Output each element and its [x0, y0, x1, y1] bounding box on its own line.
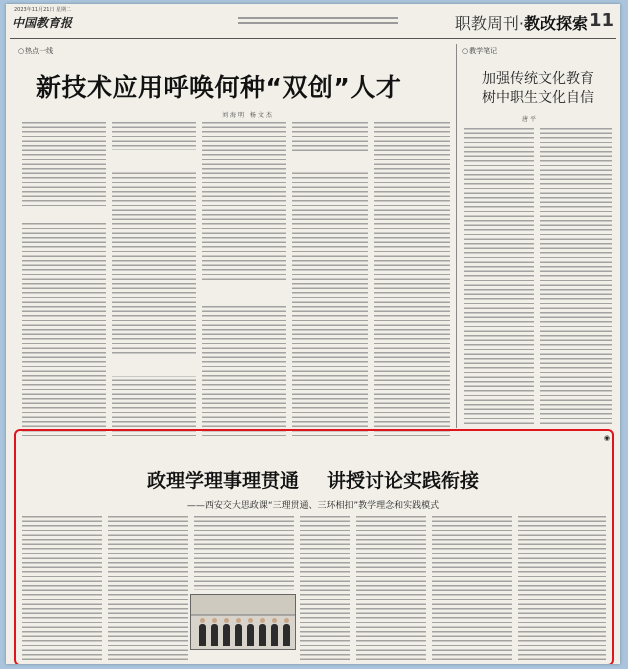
featured-column-6 [432, 516, 512, 660]
featured-column-2 [108, 516, 188, 660]
person-figure [271, 624, 278, 646]
right-article-tag: ○ 教学笔记 [462, 46, 497, 56]
left-article-byline: 刘海明 杨文杰 [222, 112, 274, 119]
subheading-block [202, 282, 286, 304]
left-article-column-1 [22, 122, 106, 436]
section-prefix: 职教周刊· [454, 14, 524, 33]
person-figure [235, 624, 242, 646]
group-photo [190, 594, 296, 650]
right-article-byline: 唐平 [522, 116, 539, 123]
featured-title-part-1: 政理学理事理贯通 [146, 470, 299, 492]
right-article-title [464, 70, 612, 108]
newspaper-page [6, 4, 620, 664]
featured-column-5 [356, 516, 426, 660]
section-name: 教改探索 [523, 14, 588, 33]
featured-article-title [6, 466, 620, 493]
masthead-contact-info [238, 14, 398, 30]
section-title [455, 11, 588, 34]
person-figure [223, 624, 230, 646]
person-figure [247, 624, 254, 646]
subheading-block [112, 150, 196, 172]
left-article-headline: 新技术应用呼唤何种“双创”人才 [36, 73, 402, 102]
corner-mark-icon: ◉ [603, 434, 610, 442]
person-figure [211, 624, 218, 646]
left-article-column-5 [374, 122, 450, 436]
featured-title-part-2: 讲授讨论实践衔接 [327, 470, 480, 492]
subheading-block [112, 354, 196, 376]
featured-column-3 [194, 516, 294, 590]
masthead-rule [10, 38, 616, 39]
column-divider [456, 44, 457, 428]
person-figure [259, 624, 266, 646]
newspaper-logo: 中国教育报 [12, 16, 73, 30]
featured-column-1 [22, 516, 102, 660]
featured-article-subtitle: ——西安交大思政课“三理贯通、三环相扣”教学理念和实践模式 [186, 501, 440, 511]
featured-column-4 [300, 516, 350, 660]
right-article-column-1 [464, 128, 534, 424]
masthead-date: 2023年11月21日 星期二 [14, 7, 72, 13]
subheading-block [22, 208, 106, 222]
left-article-tag: ○ 热点一线 [18, 46, 53, 56]
left-article-column-3 [202, 122, 286, 436]
person-figure [199, 624, 206, 646]
person-figure [283, 624, 290, 646]
right-article-title-line-2: 树中职生文化自信 [482, 90, 594, 106]
masthead [6, 4, 620, 40]
featured-column-7 [518, 516, 606, 660]
page-number: 11 [588, 10, 614, 31]
right-article-title-line-1: 加强传统文化教育 [482, 71, 594, 87]
subheading-block [292, 152, 368, 172]
right-article-column-2 [540, 128, 612, 424]
